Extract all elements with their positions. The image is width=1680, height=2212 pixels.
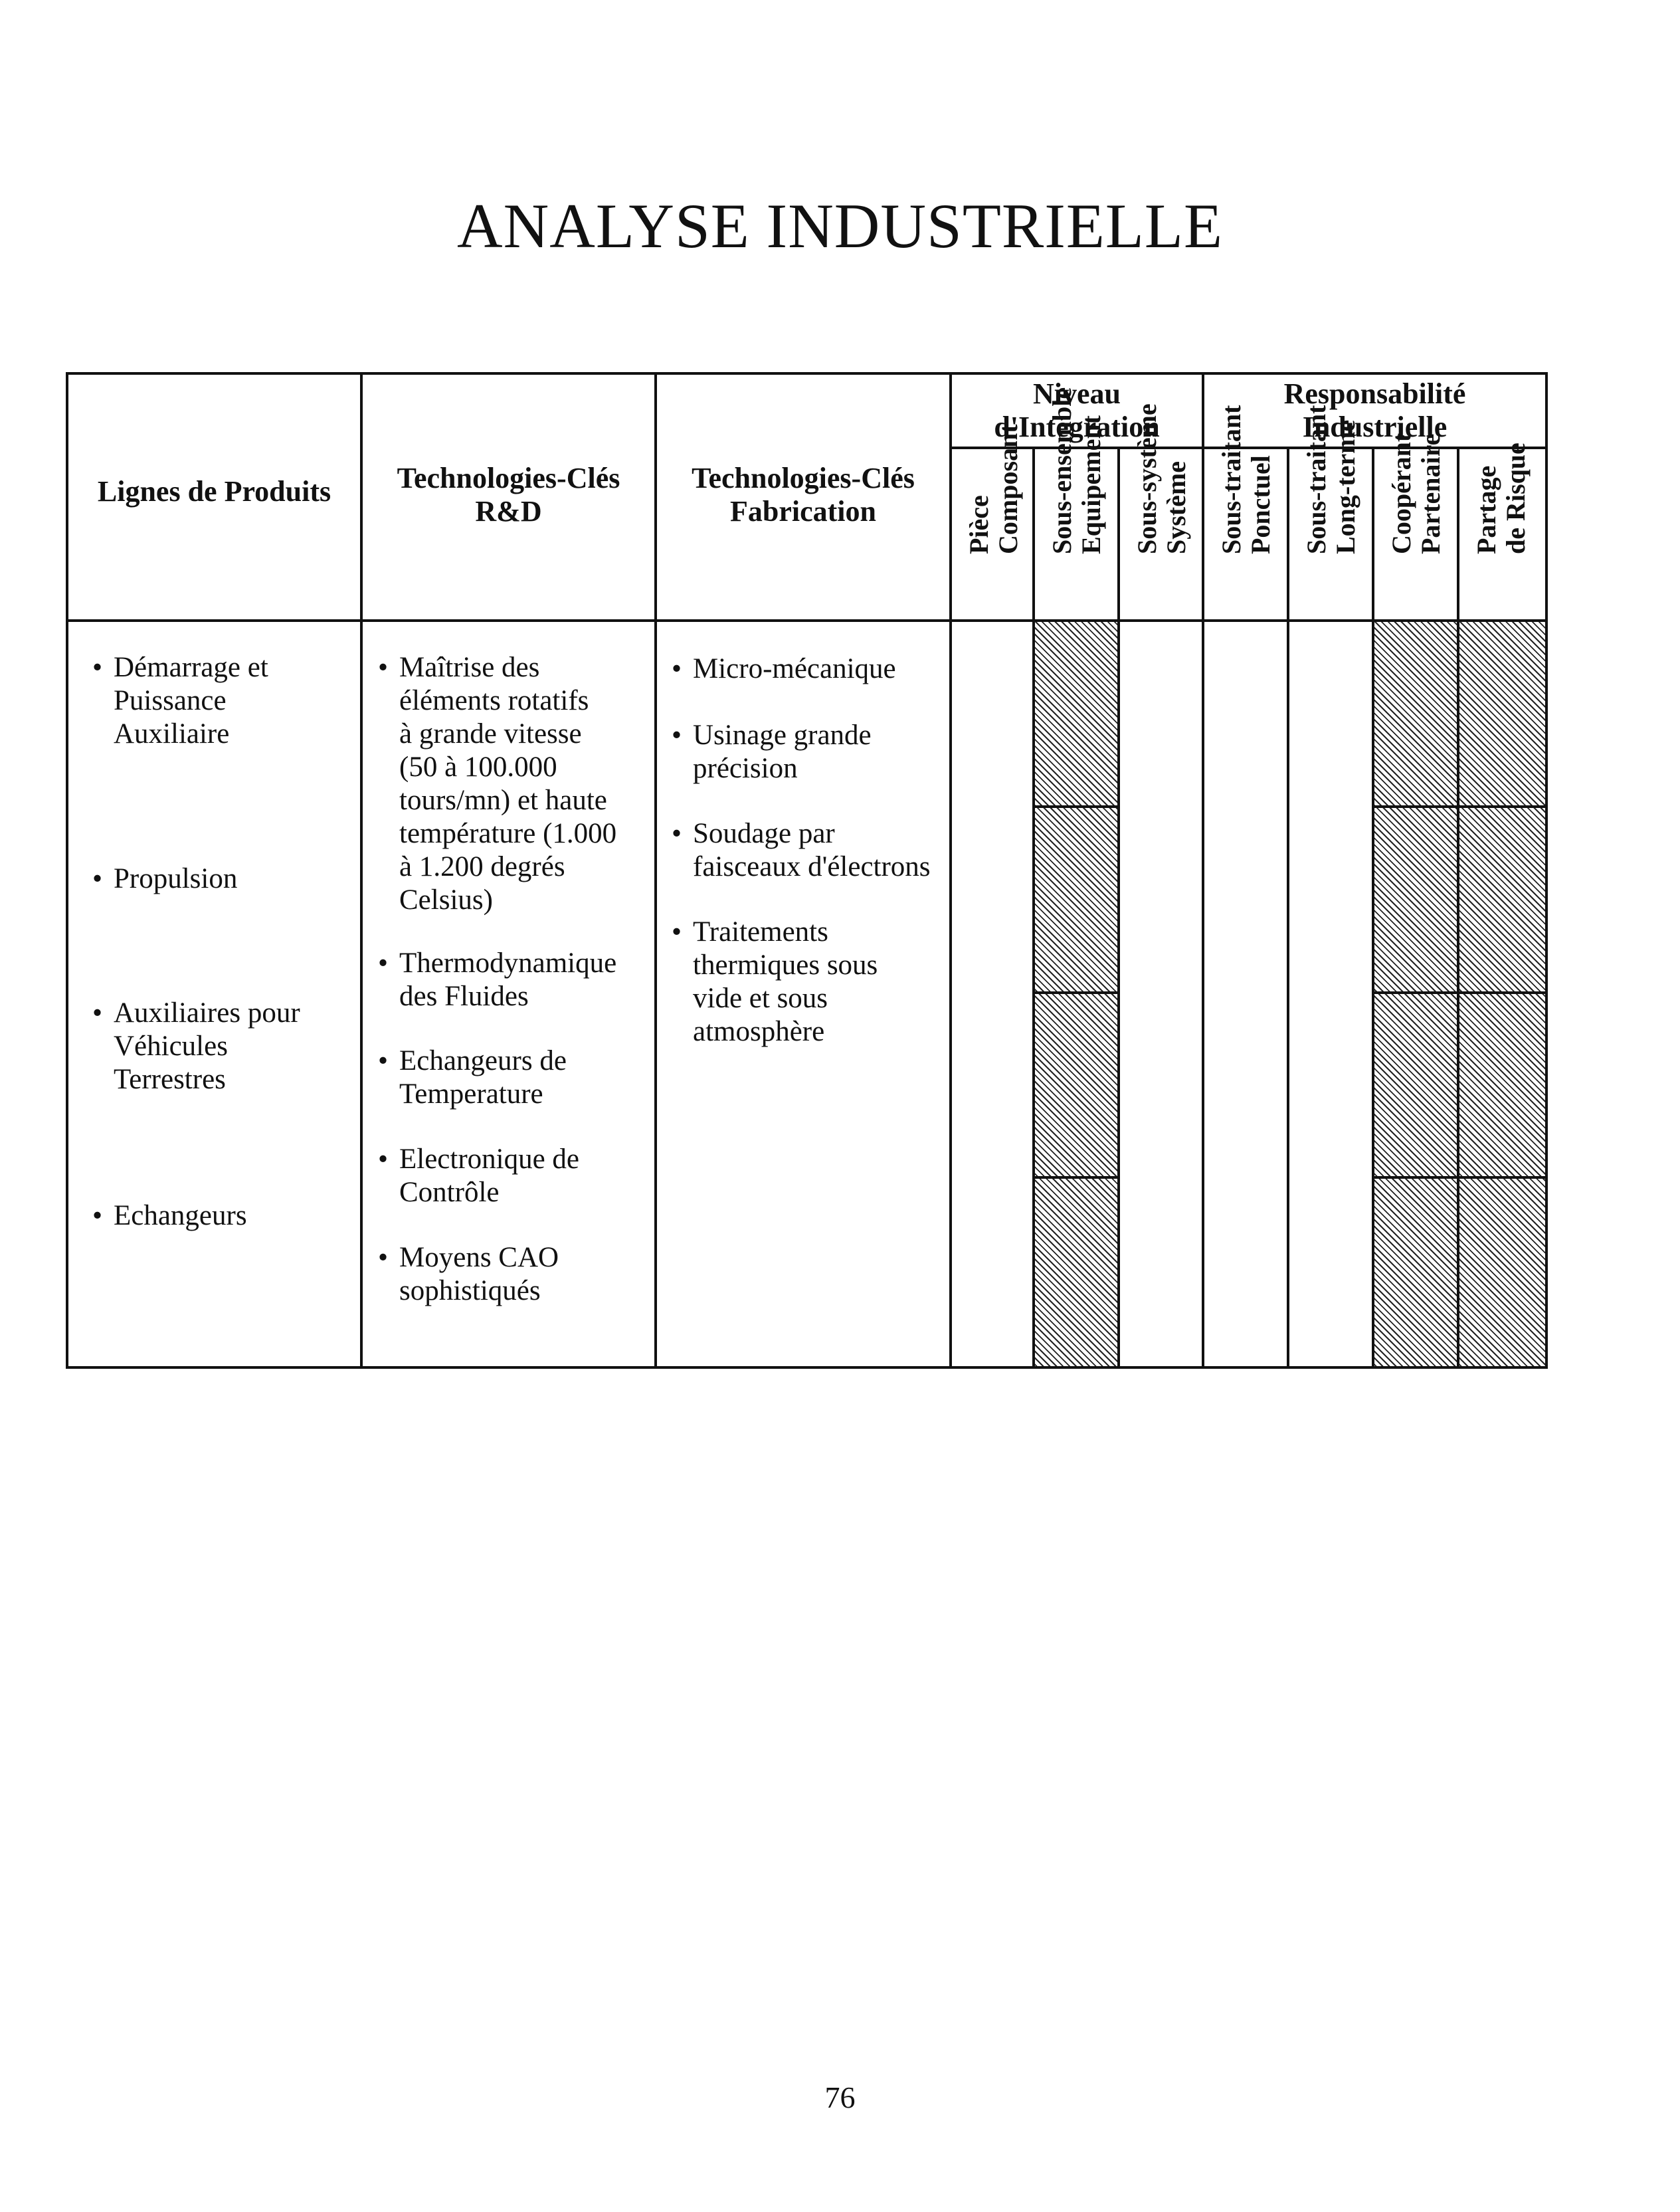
list-item: • Propulsion xyxy=(92,862,237,896)
page-title: ANALYSE INDUSTRIELLE xyxy=(457,191,1223,261)
header-products: Lignes de Produits xyxy=(97,475,331,508)
header-rd-technologies: Technologies-Clés R&D xyxy=(397,462,620,528)
subheader-sous-ensemble: Sous-ensemble Equipement xyxy=(1046,387,1106,554)
list-item: • Echangeurs de Temperature xyxy=(378,1045,567,1111)
list-item: • Traitements thermiques sous vide et sous atmosphère xyxy=(672,916,878,1049)
header-industrial-responsibility: Responsabilité Industrielle xyxy=(1283,377,1466,443)
list-item: • Auxiliaires pour Véhicules Terrestres xyxy=(92,997,300,1096)
subheader-sous-systeme: Sous-système Système xyxy=(1131,403,1191,554)
list-item: • Soudage par faisceaux d'électrons xyxy=(672,817,931,884)
list-item: • Usinage grande précision xyxy=(672,719,872,785)
industrial-analysis-table xyxy=(66,372,1548,1369)
list-item: • Thermodynamique des Fluides xyxy=(378,947,616,1013)
rd-technologies-list xyxy=(378,372,654,1369)
subheader-sous-traitant-long-terme: Sous-traitant Long-terme xyxy=(1301,405,1360,554)
header-integration-level: Niveau d'Intégration xyxy=(994,377,1160,443)
list-item: • Electronique de Contrôle xyxy=(378,1143,579,1209)
product-lines-list xyxy=(92,372,358,1369)
fab-technologies-list xyxy=(672,372,957,1369)
subheader-piece-composant: Pièce Composant xyxy=(963,424,1023,554)
list-item: • Echangeurs xyxy=(92,1199,247,1233)
subheader-partage-risque: Partage de Risque xyxy=(1471,443,1531,554)
subheader-cooperant-partenaire: Coopérant Partenaire xyxy=(1386,433,1446,554)
header-fab-technologies: Technologies-Clés Fabrication xyxy=(692,462,915,528)
list-item: • Micro-mécanique xyxy=(672,653,896,686)
list-item: • Maîtrise des éléments rotatifs à grande vitesse (50 à 100.000 tours/mn) et haute température (1.000 à 1.200 degrés Celsius) xyxy=(378,651,616,917)
list-item: • Moyens CAO sophistiqués xyxy=(378,1241,559,1308)
subheader-sous-traitant-ponctuel: Sous-traitant Ponctuel xyxy=(1216,405,1275,554)
list-item: • Démarrage et Puissance Auxiliaire xyxy=(92,651,268,751)
page-number: 76 xyxy=(824,2080,856,2114)
